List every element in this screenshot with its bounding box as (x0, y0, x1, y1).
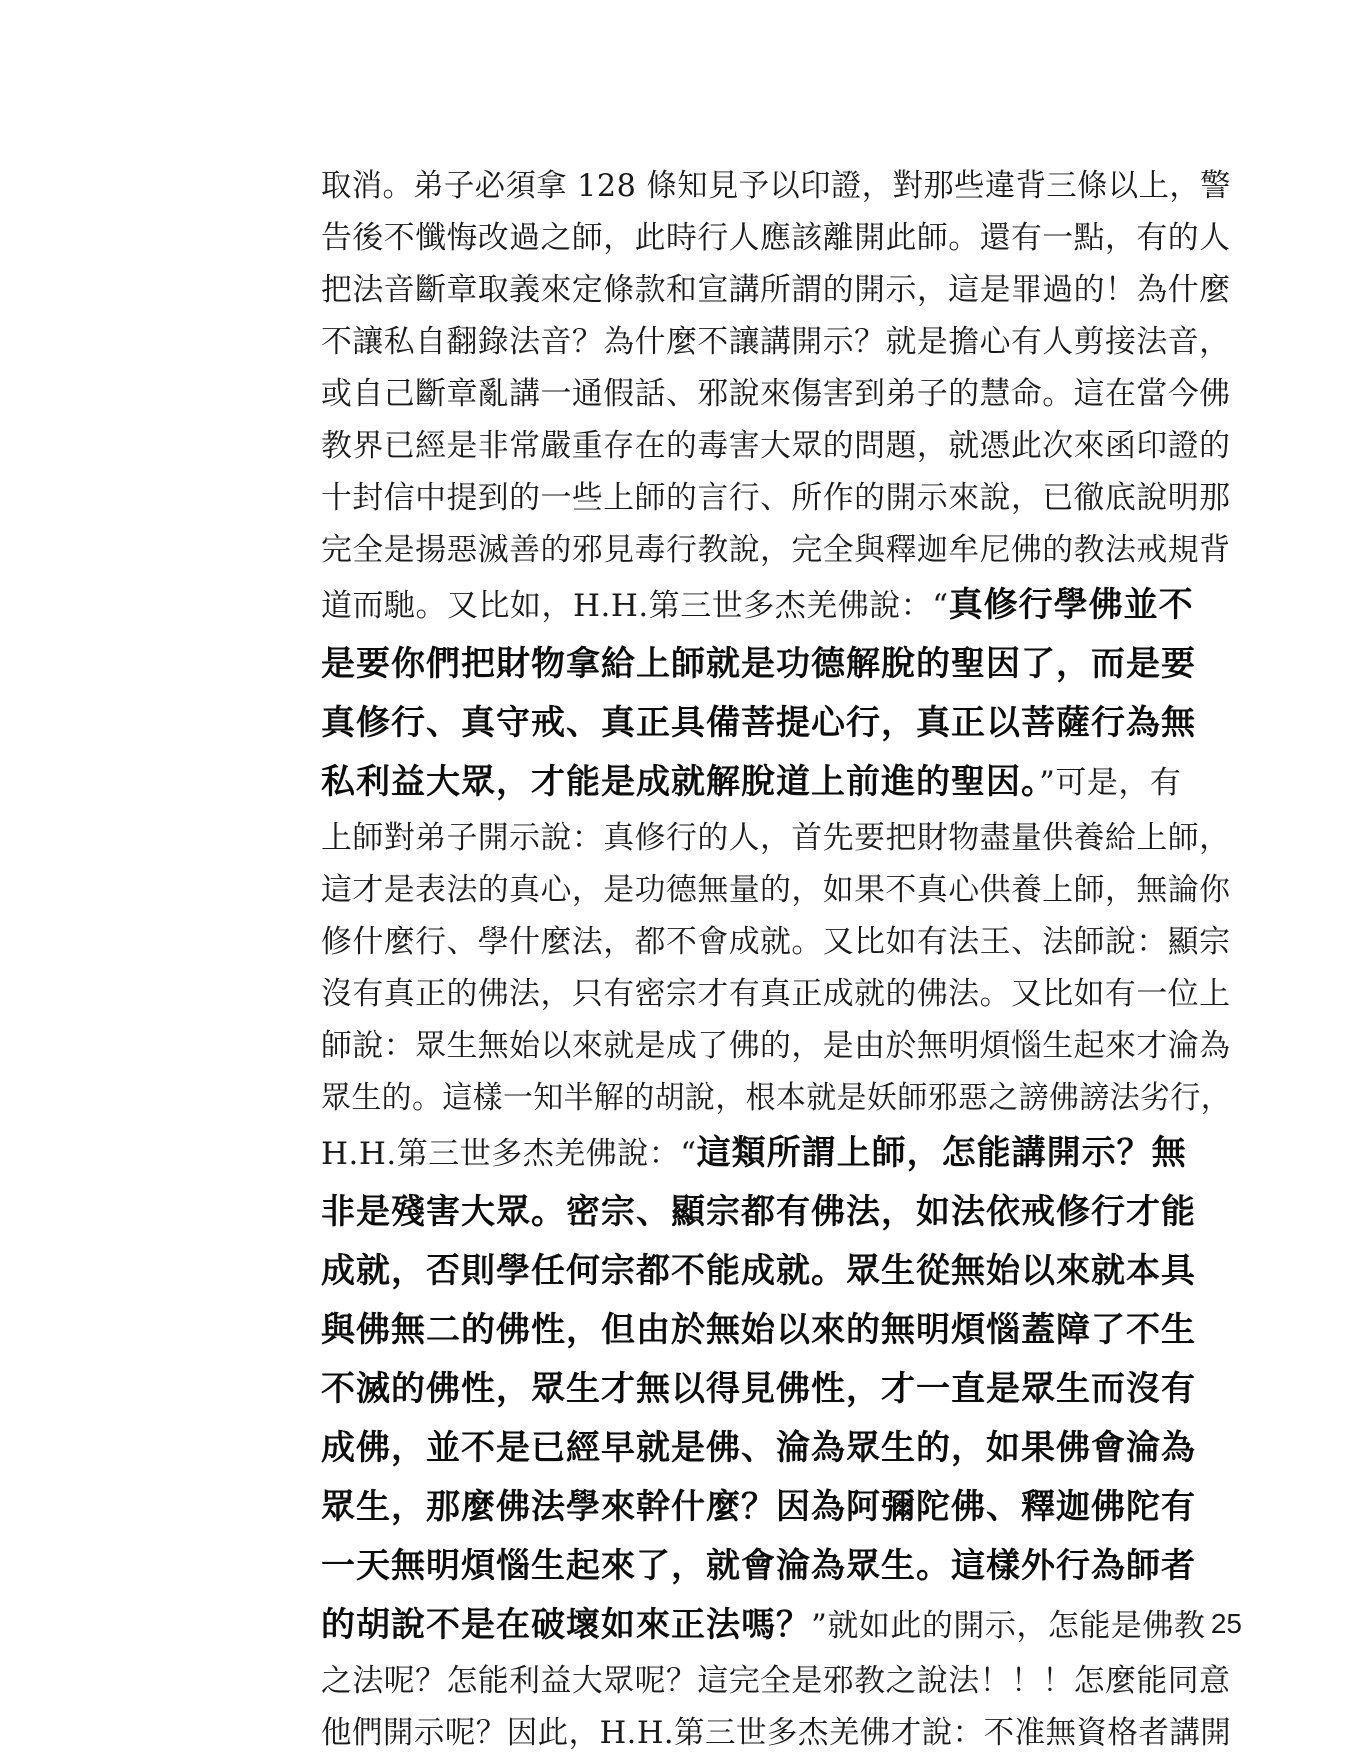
body-text-segment: 修什麼行、學什麼法，都不會成就。又比如有法王、法師說：顯宗 (321, 924, 1231, 960)
text-line (321, 1360, 1231, 1419)
body-text-segment: 他們開示呢？因此，H.H.第三世多杰羌佛才說：不准無資格者講開 (321, 1715, 1232, 1751)
text-line (321, 1183, 1231, 1242)
body-text-segment: 教界已經是非常嚴重存在的毒害大眾的問題，就憑此次來函印證的 (321, 428, 1231, 464)
text-line (321, 812, 1231, 864)
body-text-segment: 師說：眾生無始以來就是成了佛的，是由於無明煩惱生起來才淪為 (321, 1028, 1231, 1064)
body-text-segment: 取消。弟子必須拿 128 條知見予以印證，對那些違背三條以上，警 (321, 168, 1231, 204)
body-text-segment: 上師對弟子開示說：真修行的人，首先要把財物盡量供養給上師， (321, 820, 1231, 856)
quoted-bold-text: 一天無明煩惱生起來了，就會淪為眾生。這樣外行為師者 (321, 1546, 1196, 1586)
body-text-segment: 十封信中提到的一些上師的言行、所作的開示來說，已徹底說明那 (321, 480, 1231, 516)
text-line (321, 1478, 1231, 1537)
text-line (321, 753, 1231, 812)
body-text-segment: 把法音斷章取義來定條款和宣講所謂的開示，這是罪過的！為什麼 (321, 272, 1231, 308)
text-line (321, 1242, 1231, 1301)
text-line (321, 264, 1231, 316)
body-text-segment: 眾生的。這樣一知半解的胡說，根本就是妖師邪惡之謗佛謗法劣行， (321, 1080, 1232, 1116)
body-text-segment: H.H.第三世多杰羌佛說：“ (321, 1136, 697, 1172)
text-line (321, 864, 1231, 916)
body-text-segment: 完全是揚惡滅善的邪見毒行教說，完全與釋迦牟尼佛的教法戒規背 (321, 532, 1231, 568)
quoted-bold-text: 私利益大眾，才能是成就解脫道上前進的聖因。 (321, 762, 1039, 802)
text-line (321, 1707, 1232, 1759)
text-line (321, 368, 1231, 420)
quoted-bold-text: 的胡說不是在破壞如來正法嗎？ (321, 1605, 811, 1645)
text-line (321, 576, 1231, 635)
quoted-bold-text: 成就，否則學任何宗都不能成就。眾生從無始以來就本具 (321, 1251, 1196, 1291)
quoted-bold-text: 這類所謂上師，怎能講開示？無 (696, 1133, 1187, 1173)
text-line (321, 1072, 1232, 1124)
body-text-segment: 不讓私自翻錄法音？為什麼不讓講開示？就是擔心有人剪接法音， (321, 324, 1231, 360)
quoted-bold-text: 與佛無二的佛性，但由於無始以來的無明煩惱蓋障了不生 (321, 1310, 1196, 1350)
text-line (321, 1596, 1231, 1655)
quoted-bold-text: 眾生，那麼佛法學來幹什麼？因為阿彌陀佛、釋迦佛陀有 (321, 1487, 1196, 1527)
body-text-segment: 告後不懺悔改過之師，此時行人應該離開此師。還有一點，有的人 (321, 220, 1231, 256)
quoted-bold-text: 非是殘害大眾。密宗、顯宗都有佛法，如法依戒修行才能 (321, 1192, 1196, 1232)
body-text-segment: 這才是表法的真心，是功德無量的，如果不真心供養上師，無論你 (321, 872, 1231, 908)
page-number: 25 (1210, 1608, 1242, 1639)
text-line (321, 420, 1231, 472)
text-line (321, 694, 1231, 753)
text-line (321, 916, 1231, 968)
quoted-bold-text: 不滅的佛性，眾生才無以得見佛性，才一直是眾生而沒有 (321, 1369, 1196, 1409)
body-text-segment: 道而馳。又比如，H.H.第三世多杰羌佛說：“ (321, 588, 949, 624)
text-line (321, 1020, 1231, 1072)
text-line (321, 316, 1231, 368)
text-line (321, 968, 1231, 1020)
quoted-bold-text: 是要你們把財物拿給上師就是功德解脫的聖因了，而是要 (321, 644, 1196, 684)
quoted-bold-text: 真修行、真守戒、真正具備菩提心行，真正以菩薩行為無 (321, 703, 1196, 743)
text-line (321, 1124, 1231, 1183)
text-line (321, 1301, 1231, 1360)
body-text-segment: 或自己斷章亂講一通假話、邪說來傷害到弟子的慧命。這在當今佛 (321, 376, 1231, 412)
text-line (321, 1537, 1231, 1596)
quoted-bold-text: 成佛，並不是已經早就是佛、淪為眾生的，如果佛會淪為 (321, 1428, 1196, 1468)
text-line (321, 472, 1231, 524)
body-text-segment: 之法呢？怎能利益大眾呢？這完全是邪教之說法！！！怎麼能同意 (321, 1663, 1231, 1699)
text-line (321, 635, 1231, 694)
text-line (321, 524, 1231, 576)
text-line (321, 212, 1231, 264)
body-text-segment: ”就如此的開示，怎能是佛教 (811, 1608, 1206, 1644)
quoted-bold-text: 真修行學佛並不 (948, 585, 1194, 625)
body-text (321, 160, 1231, 1759)
text-line (321, 160, 1231, 212)
text-line (321, 1655, 1231, 1707)
body-text-segment: ”可是，有 (1039, 765, 1182, 801)
body-text-segment: 沒有真正的佛法，只有密宗才有真正成就的佛法。又比如有一位上 (321, 976, 1231, 1012)
text-line (321, 1419, 1231, 1478)
